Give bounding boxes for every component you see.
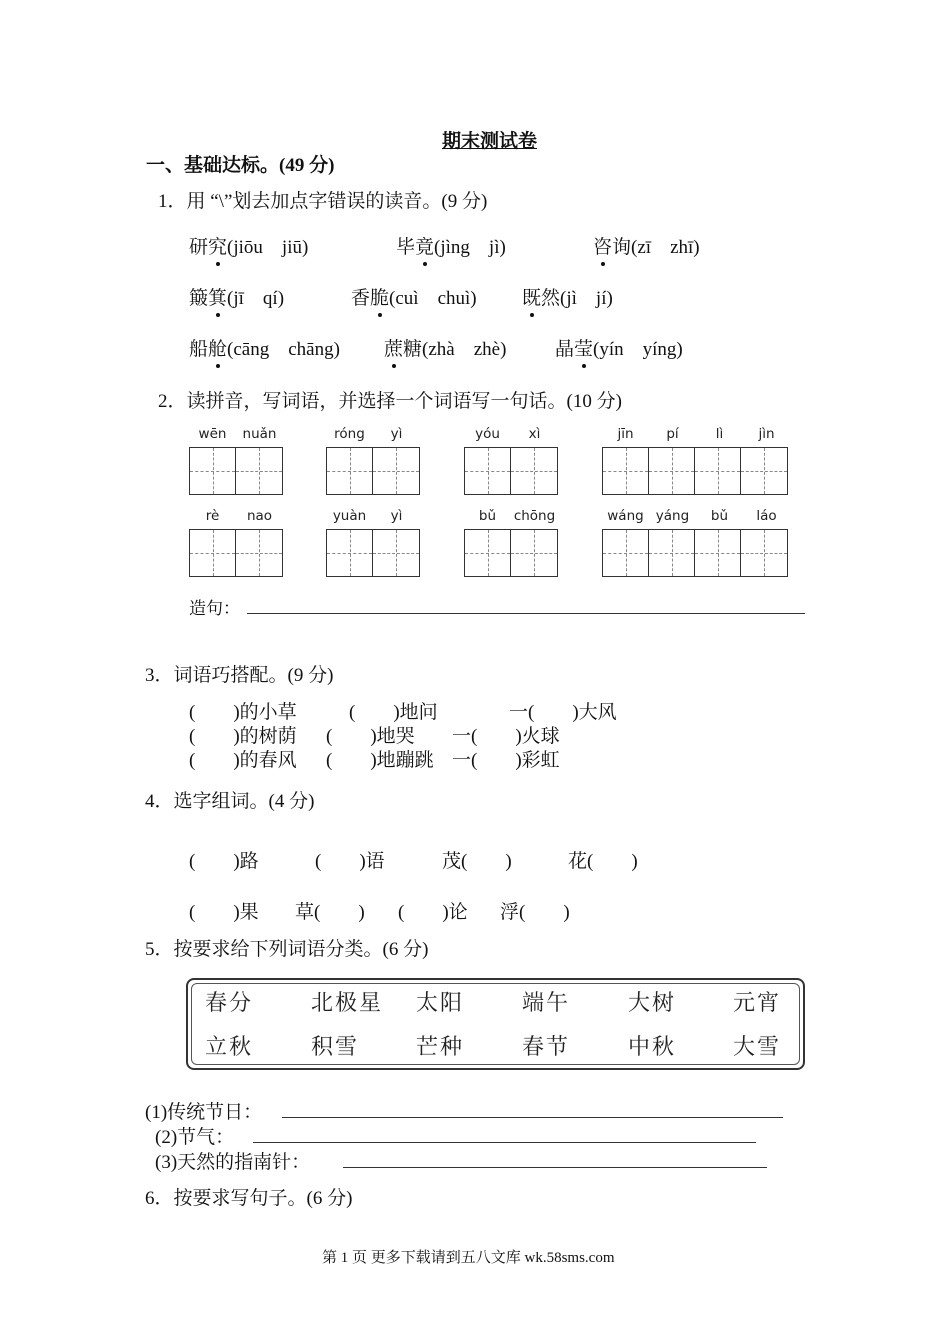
writing-grid[interactable]	[464, 447, 558, 495]
char: 晶	[555, 339, 575, 360]
grid-cell[interactable]	[190, 530, 236, 576]
classify-word: 大树	[628, 991, 677, 1016]
section-heading: 一、基础达标。(49 分)	[146, 155, 335, 176]
pinyin-label: wáng	[607, 508, 644, 524]
pinyin-options[interactable]: (zhà zhè)	[422, 339, 507, 360]
word-blank[interactable]: 浮( )	[500, 902, 570, 923]
writing-grid[interactable]	[464, 529, 558, 577]
match-item[interactable]: ( )地问	[349, 702, 438, 723]
pinyin-label: jìn	[758, 426, 775, 442]
q2-heading: 2．读拼音，写词语，并选择一个词语写一句话。(10 分)	[158, 391, 622, 412]
pinyin-label: róng	[334, 426, 365, 442]
grid-cell[interactable]	[190, 448, 236, 494]
char: 毕	[396, 237, 416, 258]
pinyin-label: yì	[390, 508, 403, 524]
match-item[interactable]: ( )的小草	[189, 702, 297, 723]
char: 然	[541, 288, 561, 309]
pinyin-label: yáng	[655, 508, 690, 524]
pinyin-label: bǔ	[710, 508, 729, 524]
char: 询	[612, 237, 632, 258]
classify-word: 积雪	[311, 1035, 360, 1060]
grid-cell[interactable]	[236, 530, 282, 576]
match-item[interactable]: 一( )大风	[509, 702, 617, 723]
char: 研	[189, 237, 209, 258]
match-item[interactable]: ( )的春风	[189, 750, 297, 771]
answer-label: (3)天然的指南针：	[155, 1152, 311, 1173]
dotted-char: 究	[208, 232, 227, 259]
pinyin-label: yuàn	[332, 508, 367, 524]
pinyin-label: yóu	[475, 426, 500, 442]
classify-word: 春分	[205, 991, 254, 1016]
q3-heading: 3．词语巧搭配。(9 分)	[145, 665, 334, 686]
grid-cell[interactable]	[741, 530, 787, 576]
match-item[interactable]: ( )的树荫	[189, 726, 297, 747]
grid-cell[interactable]	[649, 448, 695, 494]
word-box	[186, 978, 805, 1070]
pinyin-label: lì	[715, 426, 724, 442]
page-title: 期末测试卷	[442, 131, 538, 152]
sentence-label: 造句：	[189, 599, 240, 618]
pinyin-label: bǔ	[478, 508, 497, 524]
pinyin-label: chōng	[513, 508, 556, 524]
grid-cell[interactable]	[695, 448, 741, 494]
match-item[interactable]: ( )地哭	[326, 726, 415, 747]
grid-cell[interactable]	[511, 530, 557, 576]
pinyin-options[interactable]: (cāng chāng)	[227, 339, 340, 360]
page-footer: 第 1 页 更多下载请到五八文库 wk.58sms.com	[322, 1250, 615, 1266]
grid-cell[interactable]	[373, 448, 419, 494]
pinyin-choice-item	[555, 334, 683, 361]
pinyin-label: yì	[390, 426, 403, 442]
classify-word: 大雪	[733, 1035, 782, 1060]
pinyin-options[interactable]: (jī qí)	[227, 288, 285, 309]
word-blank[interactable]: ( )路	[189, 851, 259, 872]
match-item[interactable]: 一( )彩虹	[452, 750, 560, 771]
dotted-char: 箕	[208, 283, 227, 310]
word-blank[interactable]: ( )语	[315, 851, 385, 872]
pinyin-label: nuǎn	[242, 426, 277, 442]
grid-cell[interactable]	[695, 530, 741, 576]
answer-line[interactable]	[343, 1167, 767, 1168]
pinyin-options[interactable]: (jìng jì)	[434, 237, 506, 258]
pinyin-choice-item	[396, 232, 506, 259]
pinyin-options[interactable]: (jì jí)	[560, 288, 613, 309]
grid-cell[interactable]	[649, 530, 695, 576]
classify-word: 春节	[522, 1035, 571, 1060]
writing-grid[interactable]	[326, 447, 420, 495]
grid-cell[interactable]	[236, 448, 282, 494]
pinyin-label: pí	[666, 426, 679, 442]
pinyin-label: láo	[756, 508, 777, 524]
pinyin-choice-item	[189, 232, 308, 259]
pinyin-label: wēn	[198, 426, 227, 442]
q4-heading: 4．选字组词。(4 分)	[145, 791, 315, 812]
q5-heading: 5．按要求给下列词语分类。(6 分)	[145, 939, 429, 960]
dotted-char: 莹	[574, 334, 593, 361]
pinyin-options[interactable]: (yín yíng)	[593, 339, 683, 360]
grid-cell[interactable]	[373, 530, 419, 576]
char: 船	[189, 339, 209, 360]
char: 香	[351, 288, 371, 309]
classify-word: 芒种	[416, 1035, 465, 1060]
dotted-char: 脆	[370, 283, 389, 310]
word-blank[interactable]: 花( )	[568, 851, 638, 872]
word-blank[interactable]: ( )果	[189, 902, 259, 923]
pinyin-choice-item	[593, 232, 700, 259]
writing-grid[interactable]	[602, 447, 788, 495]
classify-word: 端午	[522, 991, 571, 1016]
pinyin-choice-item	[189, 334, 340, 361]
writing-grid[interactable]	[602, 529, 788, 577]
match-item[interactable]: 一( )火球	[452, 726, 560, 747]
dotted-char: 舱	[208, 334, 227, 361]
grid-cell[interactable]	[465, 530, 511, 576]
classify-word: 太阳	[416, 991, 465, 1016]
word-blank[interactable]: ( )论	[398, 902, 468, 923]
classify-word: 中秋	[628, 1035, 677, 1060]
dotted-char: 竟	[415, 232, 434, 259]
answer-line[interactable]	[282, 1117, 783, 1118]
classify-word: 北极星	[311, 991, 384, 1016]
pinyin-choice-item	[384, 334, 506, 361]
pinyin-label: nao	[246, 508, 273, 524]
pinyin-options[interactable]: (jiōu jiū)	[227, 237, 309, 258]
grid-cell[interactable]	[741, 448, 787, 494]
pinyin-options[interactable]: (zī zhī)	[631, 237, 700, 258]
grid-cell[interactable]	[603, 530, 649, 576]
pinyin-label: xì	[528, 426, 541, 442]
match-item[interactable]: ( )地蹦跳	[326, 750, 434, 771]
writing-grid[interactable]	[189, 447, 283, 495]
dotted-char: 既	[522, 283, 541, 310]
classify-word: 立秋	[205, 1035, 254, 1060]
pinyin-label: jīn	[617, 426, 634, 442]
dotted-char: 蔗	[384, 334, 403, 361]
char: 糖	[403, 339, 423, 360]
grid-cell[interactable]	[327, 448, 373, 494]
pinyin-choice-item	[522, 283, 613, 310]
grid-cell[interactable]	[603, 448, 649, 494]
q1-heading: 1．用 “\”划去加点字错误的读音。(9 分)	[158, 191, 488, 212]
q6-heading: 6．按要求写句子。(6 分)	[145, 1188, 353, 1209]
grid-cell[interactable]	[465, 448, 511, 494]
word-blank[interactable]: 草( )	[295, 902, 365, 923]
grid-cell[interactable]	[327, 530, 373, 576]
pinyin-choice-item	[189, 283, 284, 310]
classify-word: 元宵	[733, 991, 782, 1016]
answer-label: (2)节气：	[155, 1127, 235, 1148]
sentence-line[interactable]	[247, 613, 805, 614]
writing-grid[interactable]	[326, 529, 420, 577]
answer-line[interactable]	[253, 1142, 756, 1143]
char: 簸	[189, 288, 209, 309]
pinyin-label: rè	[205, 508, 220, 524]
word-blank[interactable]: 茂( )	[442, 851, 512, 872]
pinyin-choice-item	[351, 283, 477, 310]
grid-cell[interactable]	[511, 448, 557, 494]
dotted-char: 咨	[593, 232, 612, 259]
pinyin-options[interactable]: (cuì chuì)	[389, 288, 477, 309]
writing-grid[interactable]	[189, 529, 283, 577]
answer-label: (1)传统节日：	[145, 1102, 263, 1123]
